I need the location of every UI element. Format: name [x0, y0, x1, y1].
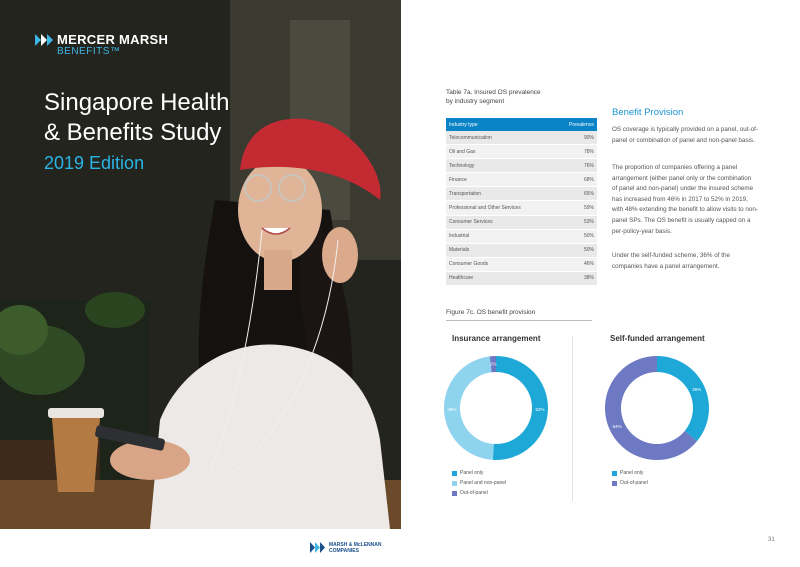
table-row — [446, 271, 597, 285]
table-header-row — [446, 118, 597, 131]
donut-data-label: 2% — [490, 361, 497, 367]
table-header-industry: Industry type — [446, 118, 554, 131]
table-row — [446, 131, 597, 145]
cover-title-line-1: Singapore Health — [44, 89, 230, 116]
marsh-mclennan-logo-icon — [310, 542, 326, 553]
legend-swatch — [452, 481, 457, 486]
industry-cell: Consumer Services — [446, 215, 554, 229]
mercer-marsh-logo-icon — [35, 34, 53, 46]
table-caption-line-1: Table 7a. Insured OS prevalence — [446, 89, 541, 96]
industry-cell: Transportation — [446, 187, 554, 201]
benefit-paragraph-3: Under the self-funded scheme, 36% of the companies have a panel arrangement. — [612, 252, 730, 270]
legend-swatch — [452, 471, 457, 476]
benefit-provision-heading: Benefit Provision — [612, 107, 684, 118]
self-funded-chart-title: Self-funded arrangement — [610, 334, 705, 343]
figure-divider — [446, 320, 592, 321]
cover-title — [44, 88, 304, 148]
table-row — [446, 173, 597, 187]
cover-photo-panel — [0, 0, 401, 529]
legend-label: Panel only — [460, 470, 484, 476]
prevalence-cell: 46% — [554, 257, 597, 271]
legend-label: Panel only — [620, 470, 644, 476]
industry-cell: Industrial — [446, 229, 554, 243]
industry-cell: Consumer Goods — [446, 257, 554, 271]
legend-item-panel-only — [612, 470, 648, 480]
donut-data-label: 52% — [535, 406, 545, 412]
table-row — [446, 145, 597, 159]
prevalence-cell: 50% — [554, 243, 597, 257]
legend-swatch — [612, 471, 617, 476]
benefit-paragraph-1: OS coverage is typically provided on a panel, out-of-panel or combination of panel and non-panel basis. — [612, 126, 758, 144]
legend-swatch — [612, 481, 617, 486]
table-row — [446, 215, 597, 229]
industry-cell: Professional and Other Services — [446, 201, 554, 215]
prevalence-cell: 59% — [554, 201, 597, 215]
prevalence-cell: 90% — [554, 131, 597, 145]
cover-title-line-2: & Benefits Study — [44, 119, 222, 146]
prevalence-cell: 76% — [554, 159, 597, 173]
legend-item-out-of-panel — [452, 490, 506, 500]
legend-item-panel-and-non-panel — [452, 480, 506, 490]
industry-cell: Materials — [446, 243, 554, 257]
prevalence-cell: 50% — [554, 229, 597, 243]
benefit-paragraph-2: The proportion of companies offering a panel arrangement (either panel only or the combination of panel and non-panel) under the insured scheme has increased from 46% in 2017 to 52% in 2019, with 48% extending the benefit to allow visits to non-panel SPs. The OS benefit is usually capped on a per-policy-year basis. — [612, 164, 758, 235]
donut-data-label: 48% — [447, 406, 457, 412]
legend-label: Out-of-panel — [460, 490, 488, 496]
chart-divider — [572, 336, 573, 501]
figure-caption: Figure 7c. OS benefit provision — [446, 309, 536, 316]
self-funded-legend — [612, 470, 648, 490]
table-row — [446, 159, 597, 173]
brand-name: MERCER MARSH — [57, 32, 169, 47]
table-caption-line-2: by industry segment — [446, 98, 505, 105]
donut-data-label: 36% — [692, 386, 702, 392]
page-number: 31 — [768, 537, 775, 543]
table-row — [446, 187, 597, 201]
insurance-chart-title: Insurance arrangement — [452, 334, 541, 343]
industry-cell: Oil and Gas — [446, 145, 554, 159]
legend-swatch — [452, 491, 457, 496]
logo-line-2: COMPANIES — [329, 548, 359, 554]
prevalence-cell: 78% — [554, 145, 597, 159]
self-funded-donut-chart — [601, 352, 713, 464]
brand-subname: BENEFITS™ — [57, 46, 121, 57]
table-header-prevalence: Prevalence — [554, 118, 597, 131]
insurance-legend — [452, 470, 506, 500]
donut-slice-panel-only — [657, 356, 709, 441]
prevalence-table — [446, 118, 597, 286]
prevalence-cell: 38% — [554, 271, 597, 285]
logo-line-1: MARSH & McLENNAN — [329, 542, 382, 548]
table-row — [446, 229, 597, 243]
legend-item-out-of-panel — [612, 480, 648, 490]
industry-cell: Finance — [446, 173, 554, 187]
prevalence-cell: 65% — [554, 187, 597, 201]
cover-edition: 2019 Edition — [44, 153, 145, 173]
insurance-donut-chart — [440, 352, 552, 464]
cover-photo — [0, 0, 401, 529]
legend-label: Panel and non-panel — [460, 480, 507, 486]
donut-data-label: 64% — [612, 424, 622, 430]
prevalence-cell: 53% — [554, 215, 597, 229]
industry-cell: Technology — [446, 159, 554, 173]
table-row — [446, 201, 597, 215]
table-caption — [446, 88, 541, 106]
table-row — [446, 257, 597, 271]
legend-label: Out-of-panel — [620, 480, 648, 486]
legend-item-panel-only — [452, 470, 506, 480]
industry-cell: Healthcare — [446, 271, 554, 285]
prevalence-cell: 68% — [554, 173, 597, 187]
table-row — [446, 243, 597, 257]
industry-cell: Telecommunication — [446, 131, 554, 145]
